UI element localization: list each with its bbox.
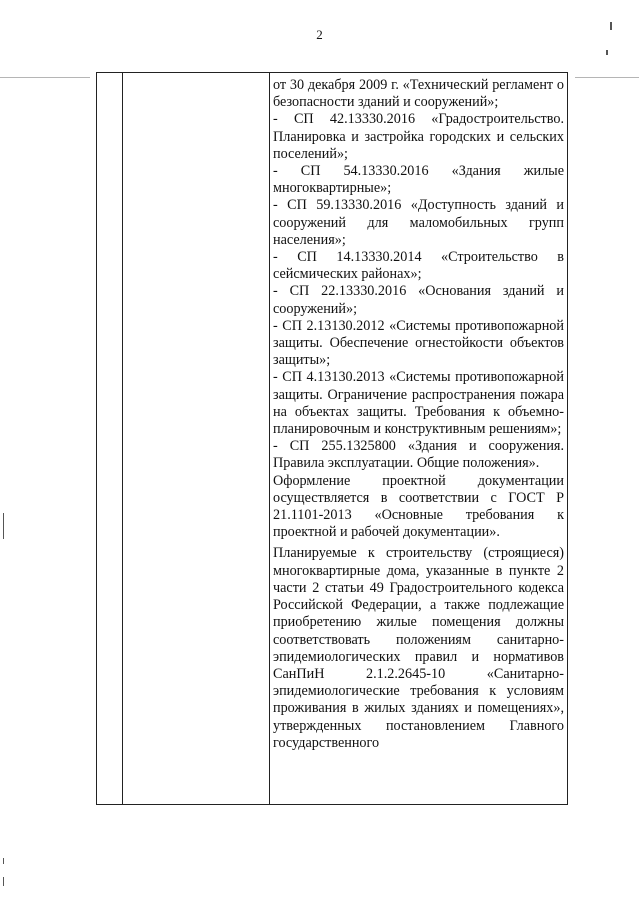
scan-mark-top-right <box>610 22 612 30</box>
page-number: 2 <box>316 27 323 42</box>
paragraph-sp-255: - СП 255.1325800 «Здания и сооружения. Правила эксплуатации. Общие положения». <box>273 438 564 472</box>
paragraph-sp-4: - СП 4.13130.2013 «Системы противопожарной защиты. Ограничение распространения пожара на объектах защиты. Требования к объемно-планировочным и конструктивным решениям»; <box>273 369 564 438</box>
scan-mark-left-bottom-1 <box>3 858 4 864</box>
scan-mark-left <box>3 513 4 539</box>
document-table <box>96 72 568 805</box>
paragraph-sp-14: - СП 14.13330.2014 «Строительство в сейсмических районах»; <box>273 249 564 283</box>
paragraph-sp-42: - СП 42.13330.2016 «Градостроительство. Планировка и застройка городских и сельских поселений»; <box>273 111 564 162</box>
scan-line-right <box>575 77 639 78</box>
paragraph-sp-59: - СП 59.13330.2016 «Доступность зданий и сооружений для маломобильных групп населения»; <box>273 197 564 248</box>
paragraph-sp-22: - СП 22.13330.2016 «Основания зданий и сооружений»; <box>273 283 564 317</box>
column-divider-2 <box>269 73 270 804</box>
paragraph-regulation: от 30 декабря 2009 г. «Технический регламент о безопасности зданий и сооружений»; <box>273 77 564 111</box>
paragraph-sanpin: Планируемые к строительству (строящиеся) многоквартирные дома, указанные в пункте 2 части 2 статьи 49 Градостроительного кодекса Российской Федерации, а также подлежащие приобретению жилые помещения должны соответствовать положениям санитарно-эпидемиологических правил и нормативов СанПиН 2.1.2.2645-10 «Санитарно-эпидемиологические требования к условиям проживания в жилых зданиях и помещениях», утвержденных постановлением Главного государственного <box>273 545 564 751</box>
table-cell-content <box>273 77 564 752</box>
scan-mark-left-bottom-2 <box>3 877 4 886</box>
paragraph-sp-54: - СП 54.13330.2016 «Здания жилые многоквартирные»; <box>273 163 564 197</box>
paragraph-sp-2: - СП 2.13130.2012 «Системы противопожарной защиты. Обеспечение огнестойкости объектов защиты»; <box>273 317 564 369</box>
scan-line-left <box>0 77 90 78</box>
paragraph-gost: Оформление проектной документации осуществляется в соответствии с ГОСТ Р 21.1101-2013 «Основные требования к проектной и рабочей документации». <box>273 472 564 541</box>
column-divider-1 <box>122 73 123 804</box>
scan-mark-right <box>606 50 608 55</box>
